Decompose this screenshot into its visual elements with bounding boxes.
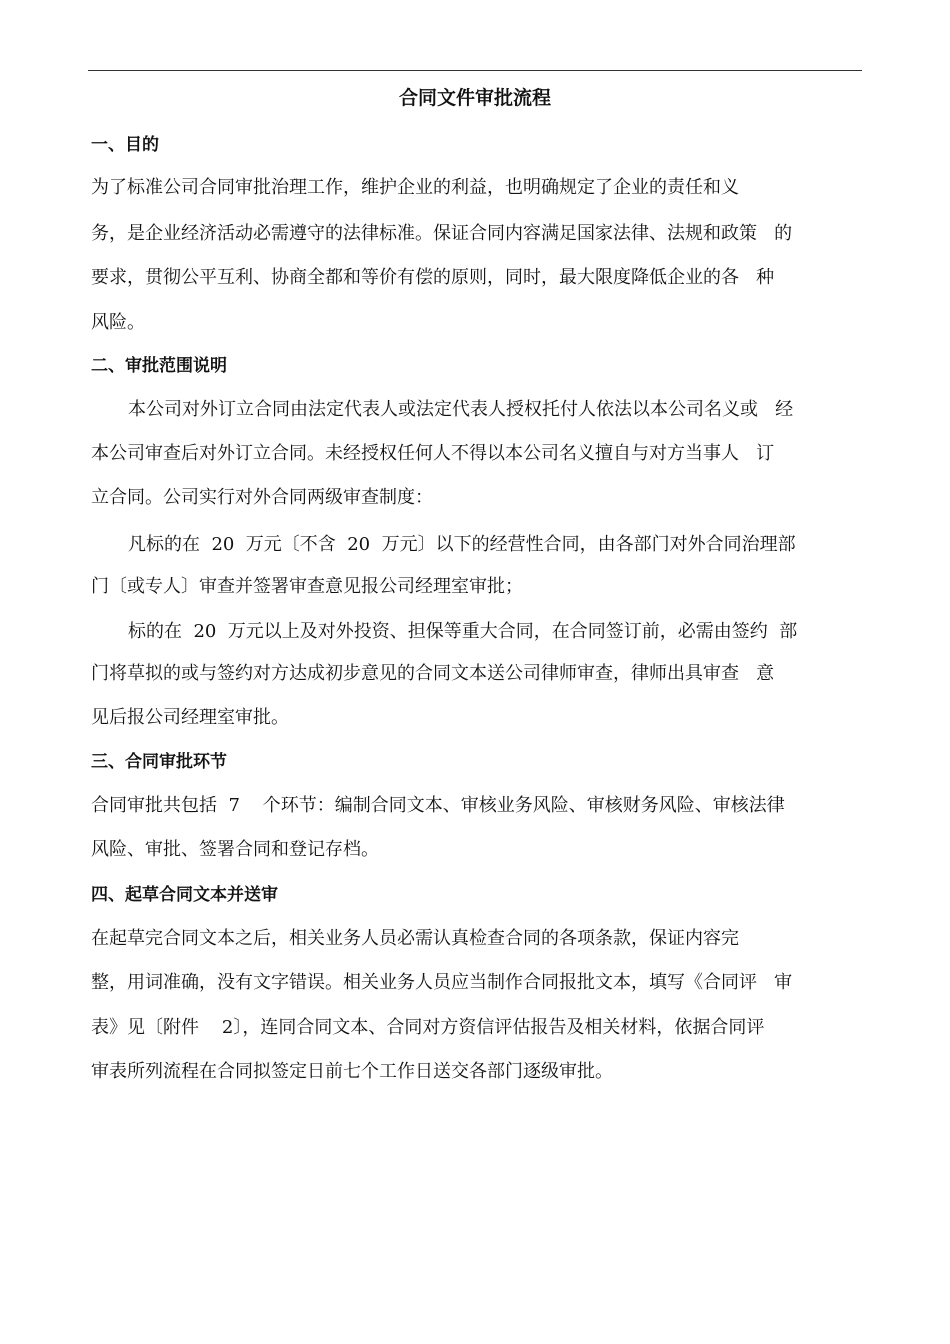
paragraph-line: 为了标准公司合同审批治理工作，维护企业的利益，也明确规定了企业的责任和义: [91, 177, 739, 198]
section-heading-approval-steps: 三、合同审批环节: [91, 752, 227, 772]
paragraph-line: 立合同。公司实行对外合同两级审查制度：: [91, 487, 433, 508]
top-rule: [88, 70, 862, 71]
paragraph-line: 风险。: [91, 312, 145, 333]
paragraph-line: 风险、审批、签署合同和登记存档。: [91, 839, 379, 860]
paragraph-line: 标的在 20 万元以上及对外投资、担保等重大合同，在合同签订前，必需由签约 部: [128, 621, 798, 642]
paragraph-line: 表》见〔附件 2〕，连同合同文本、合同对方资信评估报告及相关材料，依据合同评: [91, 1017, 765, 1038]
paragraph-line: 见后报公司经理室审批。: [91, 707, 289, 728]
paragraph-line: 本公司对外订立合同由法定代表人或法定代表人授权托付人依法以本公司名义或 经: [128, 399, 794, 420]
paragraph-line: 审表所列流程在合同拟签定日前七个工作日送交各部门逐级审批。: [91, 1061, 613, 1082]
paragraph-line: 合同审批共包括 7 个环节：编制合同文本、审核业务风险、审核财务风险、审核法律: [91, 795, 785, 816]
section-heading-drafting: 四、起草合同文本并送审: [91, 885, 278, 905]
section-heading-purpose: 一、目的: [91, 135, 159, 155]
paragraph-line: 本公司审查后对外订立合同。未经授权任何人不得以本公司名义擅自与对方当事人 订: [91, 443, 775, 464]
paragraph-line: 在起草完合同文本之后，相关业务人员必需认真检查合同的各项条款，保证内容完: [91, 928, 739, 949]
document-title: 合同文件审批流程: [398, 87, 551, 109]
paragraph-line: 务，是企业经济活动必需遵守的法律标准。保证合同内容满足国家法律、法规和政策 的: [91, 223, 793, 244]
paragraph-line: 门〔或专人〕审查并签署审查意见报公司经理室审批；: [91, 576, 523, 597]
paragraph-line: 门将草拟的或与签约对方达成初步意见的合同文本送公司律师审查，律师出具审查 意: [91, 663, 775, 684]
paragraph-line: 整，用词准确，没有文字错误。相关业务人员应当制作合同报批文本，填写《合同评 审: [91, 972, 793, 993]
paragraph-line: 要求，贯彻公平互利、协商全都和等价有偿的原则，同时，最大限度降低企业的各 种: [91, 267, 775, 288]
section-heading-scope: 二、审批范围说明: [91, 356, 227, 376]
paragraph-line: 凡标的在 20 万元〔不含 20 万元〕以下的经营性合同，由各部门对外合同治理部: [128, 534, 796, 555]
